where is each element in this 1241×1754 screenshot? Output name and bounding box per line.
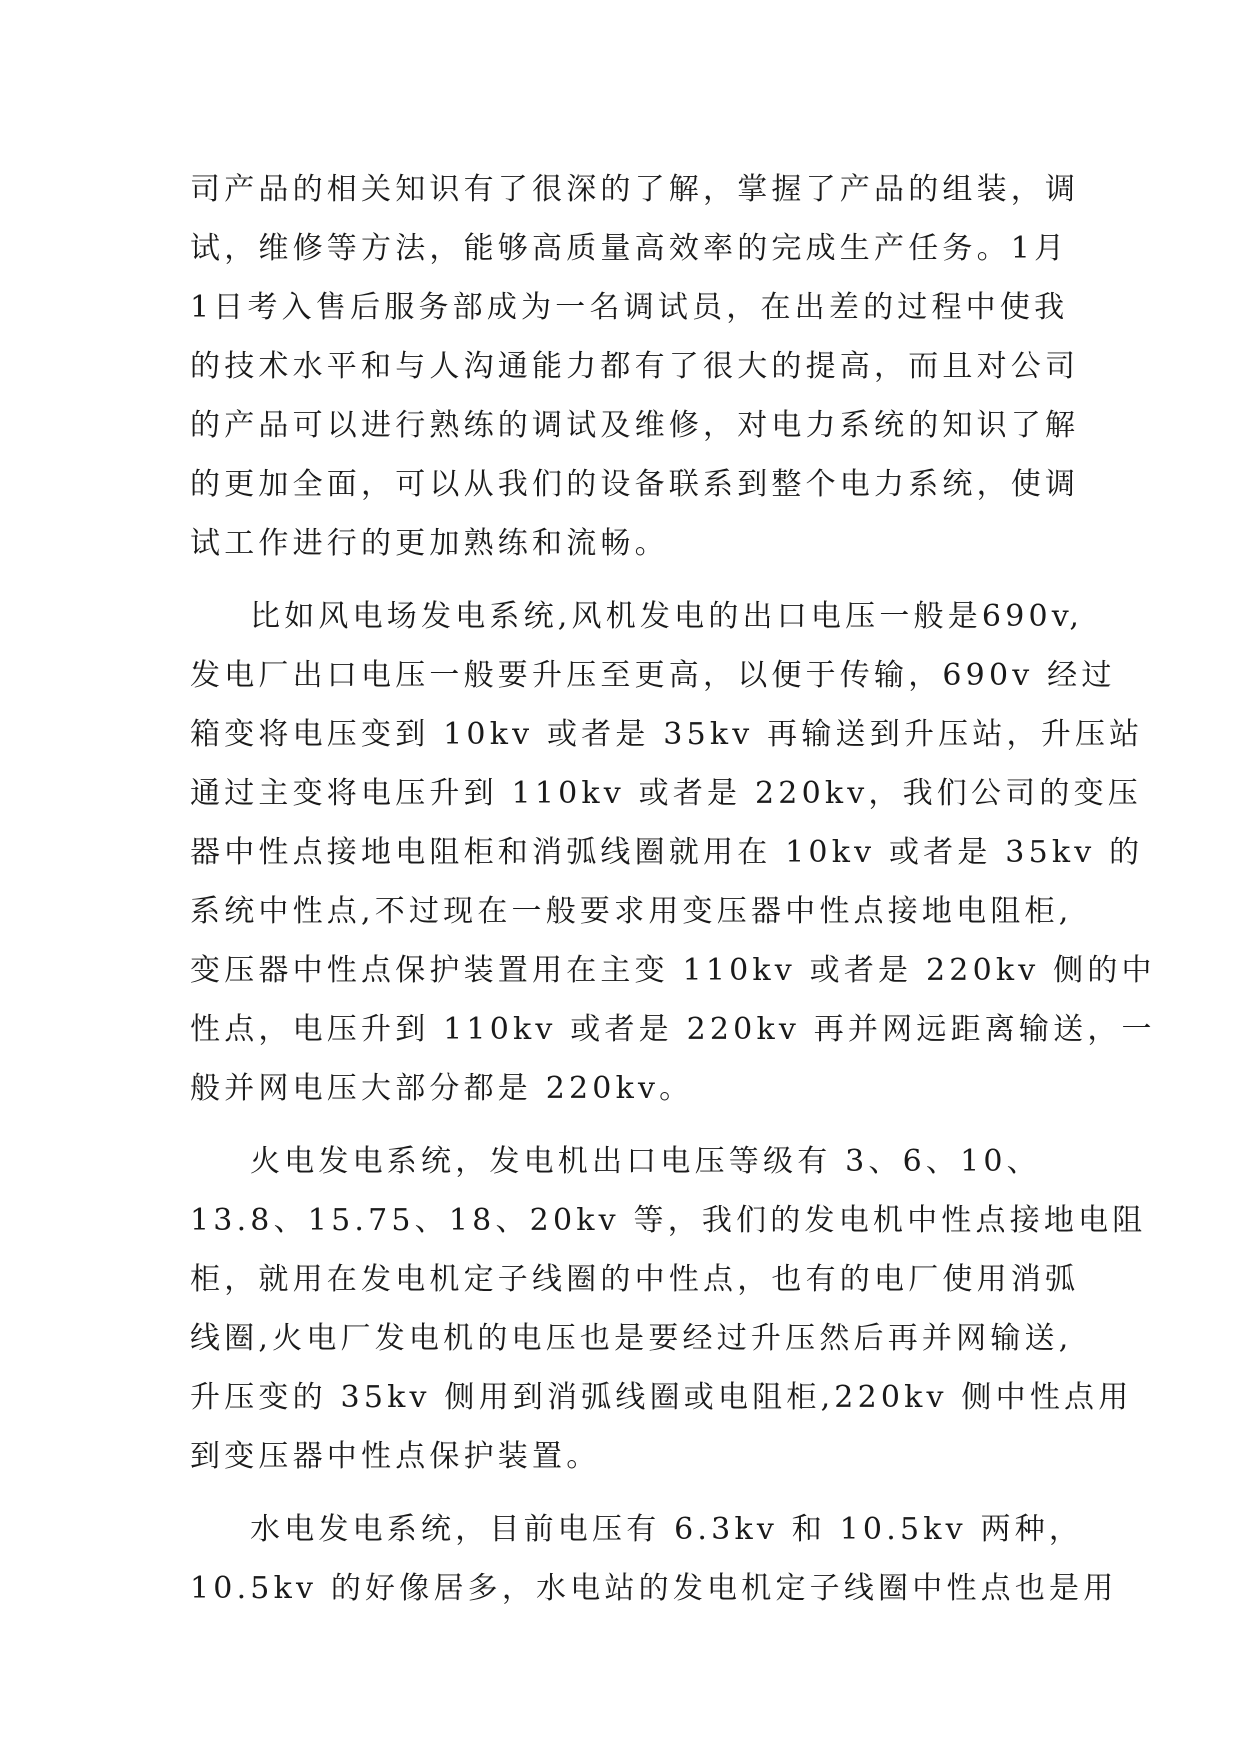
text-line: 器中性点接地电阻柜和消弧线圈就用在 10kv 或者是 35kv 的 xyxy=(190,835,1144,870)
text-line: 箱变将电压变到 10kv 或者是 35kv 再输送到升压站，升压站 xyxy=(190,717,1144,752)
text-line: 的更加全面，可以从我们的设备联系到整个电力系统，使调 xyxy=(190,467,1080,502)
paragraph-1 xyxy=(190,160,1080,573)
text-line: 试工作进行的更加熟练和流畅。 xyxy=(190,526,669,561)
text-line: 10.5kv 的好像居多，水电站的发电机定子线圈中性点也是用 xyxy=(190,1571,1118,1606)
text-line: 火电发电系统，发电机出口电压等级有 3、6、10、 xyxy=(250,1144,1041,1179)
text-line: 通过主变将电压升到 110kv 或者是 220kv，我们公司的变压 xyxy=(190,776,1142,811)
document-body xyxy=(190,160,1156,1618)
text-line: 比如风电场发电系统,风机发电的出口电压一般是690v, xyxy=(250,599,1084,634)
text-line: 试，维修等方法，能够高质量高效率的完成生产任务。1月 xyxy=(190,231,1069,266)
text-line: 水电发电系统，目前电压有 6.3kv 和 10.5kv 两种， xyxy=(250,1512,1084,1547)
text-line: 般并网电压大部分都是 220kv。 xyxy=(190,1071,694,1106)
text-line: 变压器中性点保护装置用在主变 110kv 或者是 220kv 侧的中 xyxy=(190,953,1156,988)
text-line: 性点，电压升到 110kv 或者是 220kv 再并网远距离输送，一 xyxy=(190,1012,1156,1047)
text-line: 系统中性点,不过现在一般要求用变压器中性点接地电阻柜, xyxy=(190,894,1073,929)
text-line: 柜，就用在发电机定子线圈的中性点，也有的电厂使用消弧 xyxy=(190,1262,1080,1297)
text-line: 到变压器中性点保护装置。 xyxy=(190,1439,601,1474)
text-line: 司产品的相关知识有了很深的了解，掌握了产品的组装，调 xyxy=(190,172,1080,207)
paragraph-gap xyxy=(190,573,1050,587)
paragraph-gap xyxy=(190,1118,1050,1132)
text-line: 的技术水平和与人沟通能力都有了很大的提高，而且对公司 xyxy=(190,349,1080,384)
text-line: 1日考入售后服务部成为一名调试员，在出差的过程中使我 xyxy=(190,290,1069,325)
text-line: 线圈,火电厂发电机的电压也是要经过升压然后再并网输送, xyxy=(190,1321,1073,1356)
paragraph-4 xyxy=(190,1500,1118,1618)
text-line: 13.8、15.75、18、20kv 等，我们的发电机中性点接地电阻 xyxy=(190,1203,1147,1238)
text-line: 的产品可以进行熟练的调试及维修，对电力系统的知识了解 xyxy=(190,408,1080,443)
paragraph-3 xyxy=(190,1132,1147,1486)
text-line: 发电厂出口电压一般要升压至更高，以便于传输，690v 经过 xyxy=(190,658,1116,693)
paragraph-gap xyxy=(190,1486,1050,1500)
text-line: 升压变的 35kv 侧用到消弧线圈或电阻柜,220kv 侧中性点用 xyxy=(190,1380,1133,1415)
paragraph-2 xyxy=(190,587,1156,1118)
